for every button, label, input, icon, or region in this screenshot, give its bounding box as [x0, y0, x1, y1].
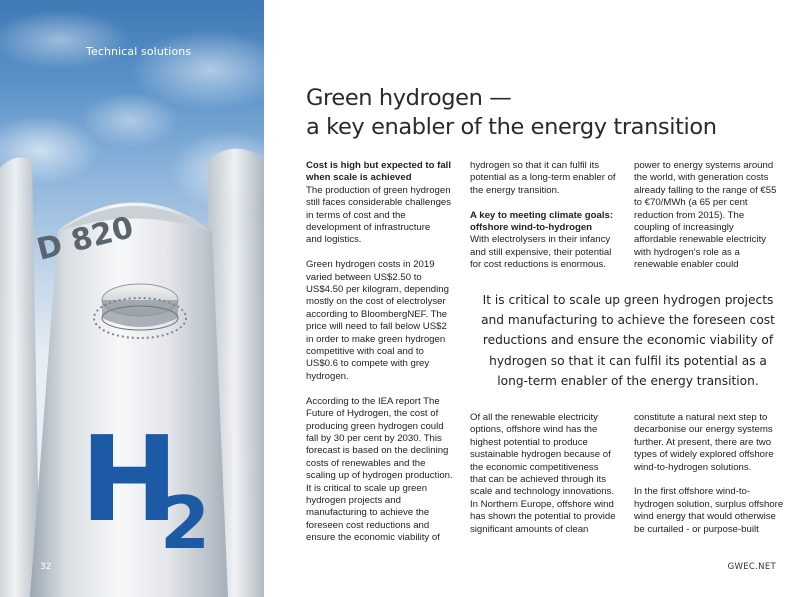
body-column-1	[306, 160, 462, 557]
tank-marking-text: D 820	[33, 210, 137, 268]
paragraph: In the first offshore wind-to- hydrogen solution, surplus offshore wind energy that would otherwise be curtailed - or purpose-built	[634, 486, 784, 535]
h2-logo-2: 2	[160, 481, 211, 565]
paragraph: Of all the renewable electricity options, offshore wind has the highest potential to produce sustainable hydrogen because of the economic competitiveness that can be achieved through its scale and technology innovations. In Northern Europe, offshore wind has shown the potential to provide significant amounts of clean	[470, 412, 616, 535]
paragraph: constitute a natural next step to decarbonise our energy systems further. At present, there are two types of widely explored offshore wind-to-hydrogen solutions.	[634, 412, 774, 473]
body-column-3-lower	[634, 412, 790, 548]
subheading-cost: Cost is high but expected to fall when scale is achieved	[306, 160, 451, 184]
footer-website: GWEC.NET	[727, 562, 776, 572]
body-column-3	[634, 160, 790, 284]
title-line-1: Green hydrogen —	[306, 85, 512, 111]
page-number-left: 32	[40, 562, 52, 572]
body-column-2-lower	[470, 412, 626, 548]
paragraph: hydrogen so that it can fulfil its potential as a long-term enabler of the energy transition.	[470, 160, 616, 196]
paragraph: The production of green hydrogen still faces considerable challenges in terms of cost and the development of infrastructure and logistics.	[306, 184, 452, 246]
section-label: Technical solutions	[86, 45, 192, 58]
title-line-2: a key enabler of the energy transition	[306, 114, 717, 140]
article-title	[306, 84, 776, 142]
body-column-2	[470, 160, 626, 284]
pull-quote: It is critical to scale up green hydrogen projects and manufacturing to achieve the foreseen cost reductions and ensure the economic viability of hydrogen so that it can fulfil its potential as a long-term enabler of the energy transition.	[481, 293, 775, 388]
subheading-climate-goals: A key to meeting climate goals: offshore wind-to-hydrogen	[470, 209, 614, 234]
tank-marking	[0, 0, 264, 597]
h2-logo-h: H	[80, 410, 179, 548]
paragraph: With electrolysers in their infancy and still expensive, their potential for cost reductions is enormous.	[470, 234, 612, 271]
cover-photo-hydrogen-tanks	[0, 0, 264, 597]
paragraph: Green hydrogen costs in 2019 varied between US$2.50 to US$4.50 per kilogram, depending mostly on the cost of electrolyser according to BloombergNEF. The price will need to fall below US$2 in order to make green hydrogen competitive with coal and to US$0.6 to compete with grey hydrogen.	[306, 259, 449, 382]
paragraph: power to energy systems around the world, with generation costs already falling to the range of €55 to €70/MWh (a 65 per cent reduction from 2015). The coupling of increasingly affordable renewable electricity with hydrogen's role as a renewable enabler could	[634, 160, 777, 271]
paragraph: According to the IEA report The Future of Hydrogen, the cost of producing green hydrogen could fall by 30 per cent by 2030. This forecast is based on the declining costs of renewables and the scaling up of hydrogen production. It is critical to scale up green hydrogen projects and manufacturing to achieve the foreseen cost reductions and ensure the economic viability of	[306, 395, 453, 544]
